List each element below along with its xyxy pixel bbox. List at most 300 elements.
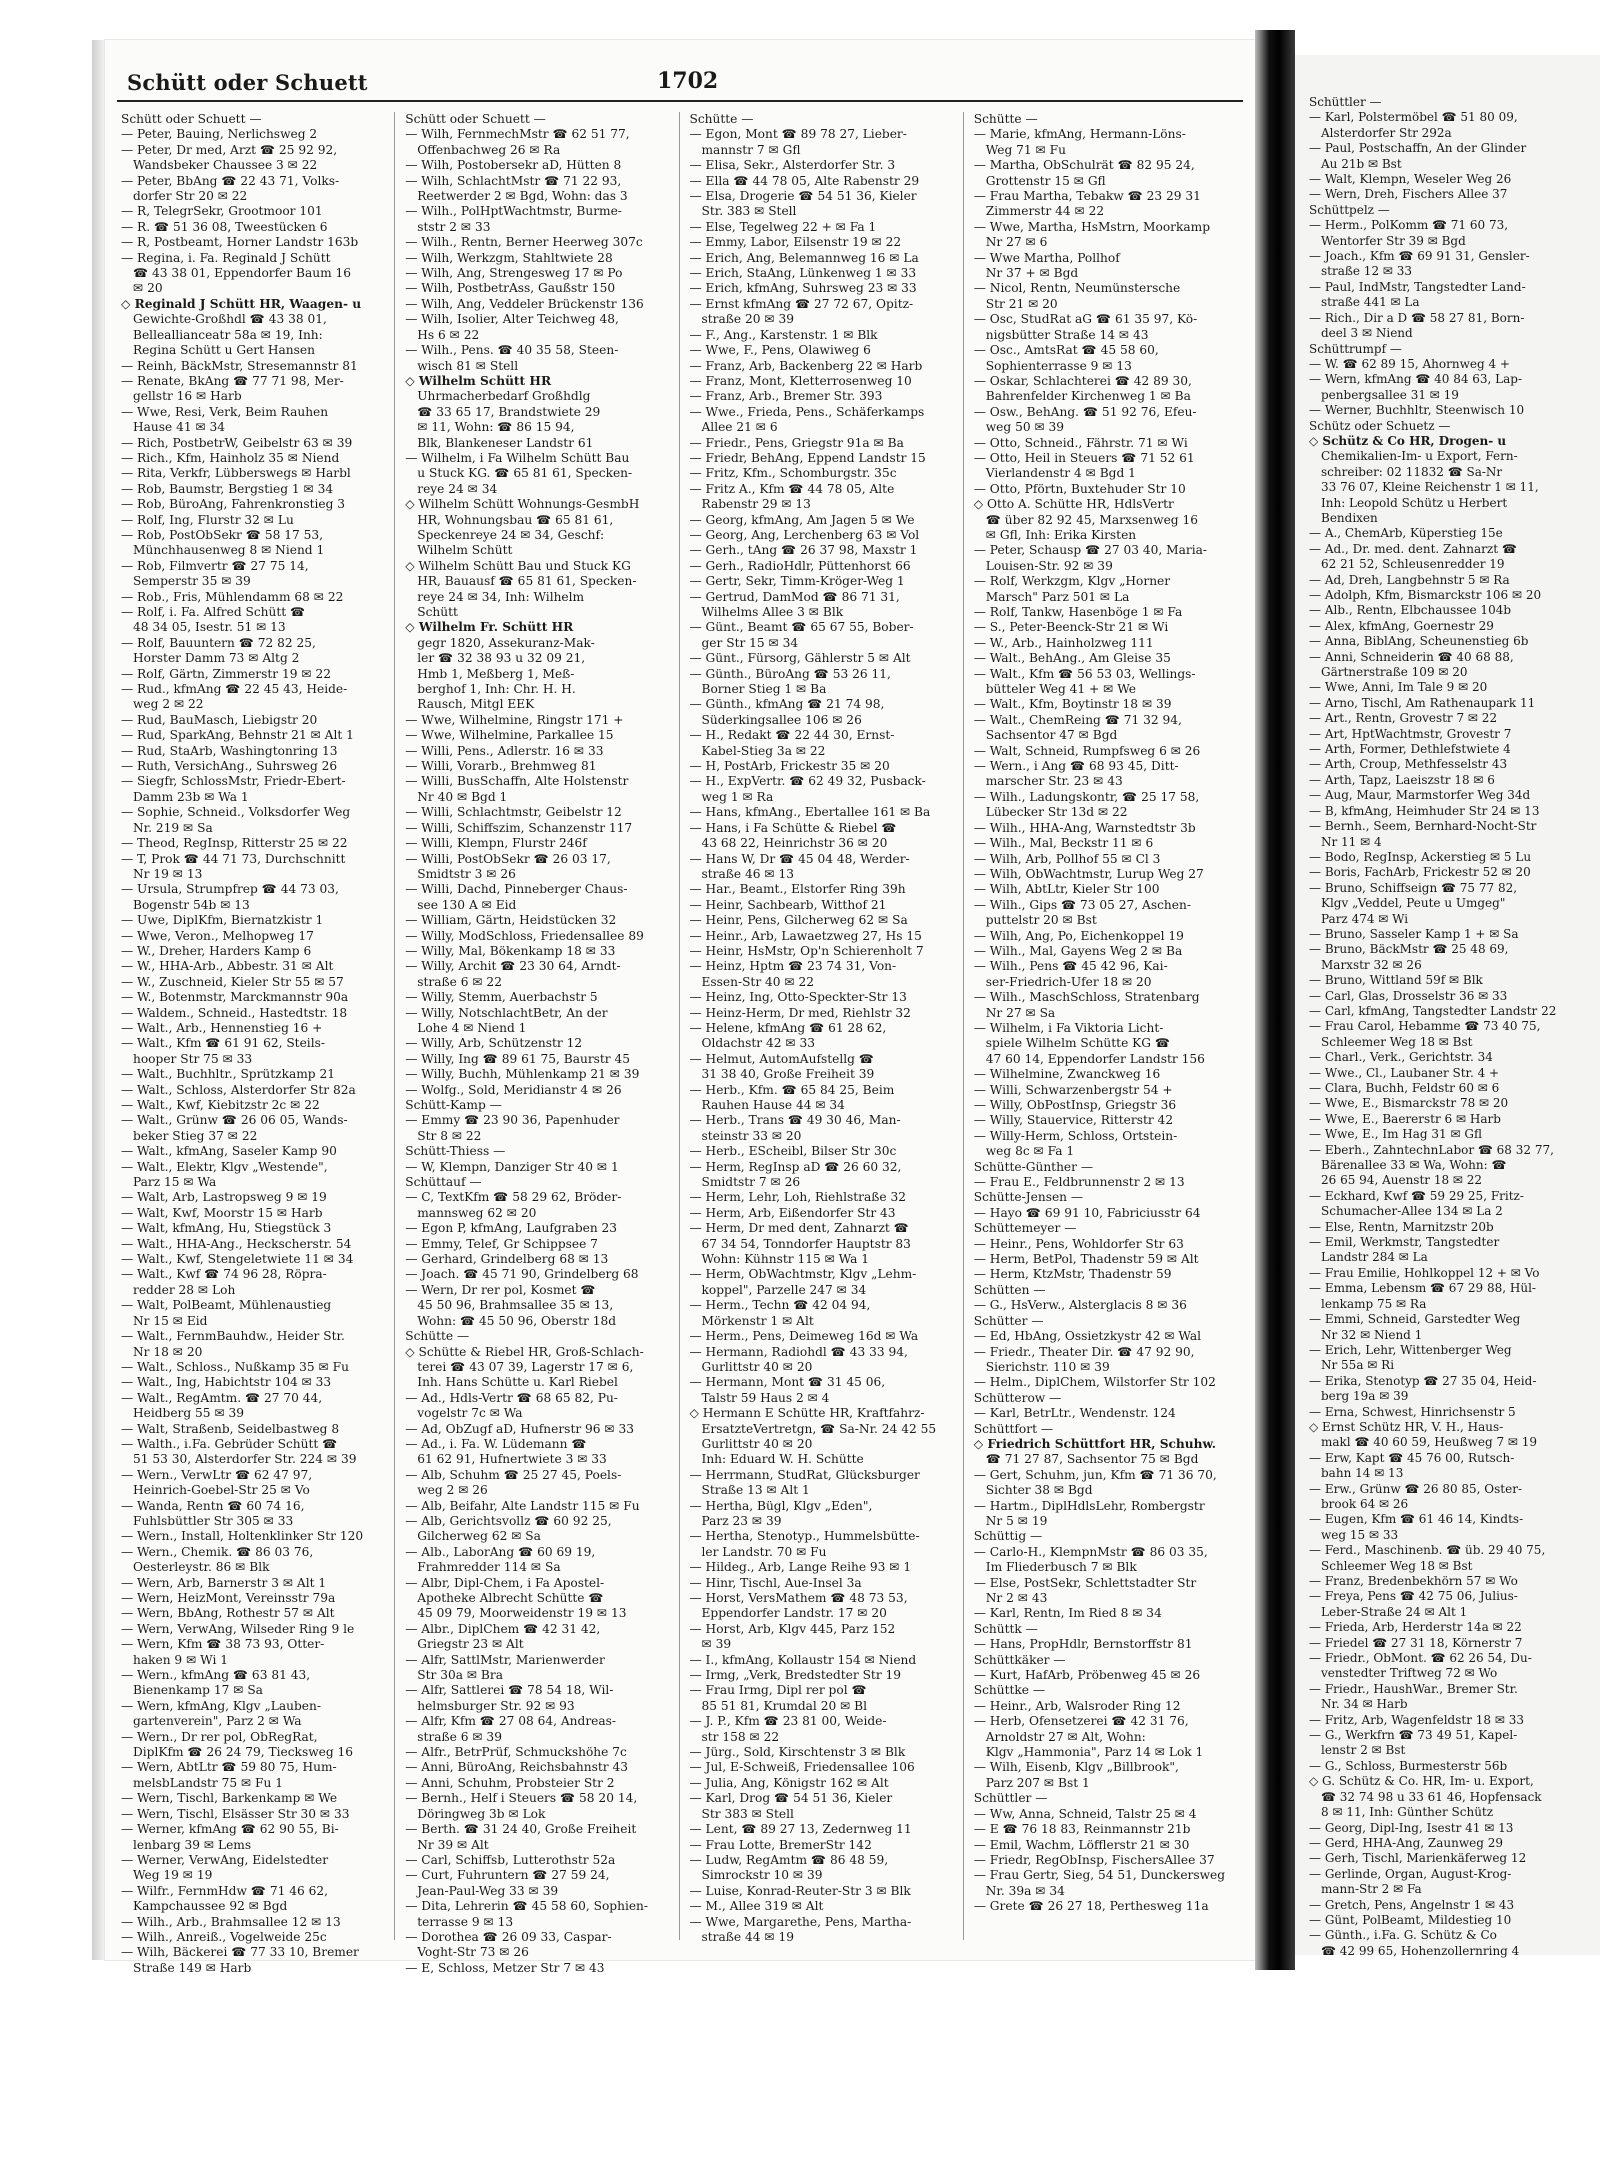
entry-continuation: Parz 23 ✉ 39 — [701, 1513, 782, 1528]
entry-continuation: Damm 23b ✉ Wa 1 — [133, 789, 249, 804]
directory-entry: — Bruno, Wittland 59f ✉ Blk — [1309, 973, 1483, 988]
entry-continuation: straße 12 ✉ 33 — [1321, 264, 1413, 279]
directory-entry: — Peter, Bauing, Nerlichsweg 2 — [121, 127, 318, 142]
entry-continuation: Nr 27 ✉ 6 — [985, 235, 1048, 250]
directory-entry: — Anna, BiblAng, Scheunenstieg 6b — [1309, 634, 1529, 649]
directory-entry: — Walt., BehAng., Am Gleise 35 — [973, 651, 1171, 666]
directory-entry: — Walt., FernmBauhdw., Heider Str. — [121, 1329, 345, 1344]
entry-continuation: Heidberg 55 ✉ 39 — [133, 1406, 245, 1421]
directory-entry: — Ferd., Maschinenb. ☎ üb. 29 40 75, — [1309, 1543, 1546, 1558]
book-gutter — [1255, 30, 1295, 1970]
directory-entry: — Hans, i Fa Schütte & Riebel ☎ — [689, 820, 897, 835]
directory-entry: — Wern, AbtLtr ☎ 59 80 75, Hum- — [121, 1760, 337, 1775]
directory-entry: — Walt, Schneid, Rumpfsweg 6 ✉ 26 — [973, 743, 1201, 758]
directory-entry: — Walt., RegAmtm. ☎ 27 70 44, — [121, 1390, 323, 1405]
directory-entry: — Herm, Dr med dent, Zahnarzt ☎ — [689, 1221, 909, 1236]
directory-entry: Schüttrumpf — — [1309, 341, 1402, 356]
directory-entry: ◇ Friedrich Schüttfort HR, Schuhw. — [973, 1436, 1217, 1451]
directory-entry: — Alfr., BetrPrüf, Schmuckshöhe 7c — [405, 1745, 627, 1760]
directory-entry: — Walt, kfmAng, Hu, Stiegstück 3 — [121, 1221, 332, 1236]
directory-entry: — Freya, Pens ☎ 42 75 06, Julius- — [1309, 1589, 1518, 1604]
directory-entry: — Hermann, Radiohdl ☎ 43 33 94, — [689, 1344, 908, 1359]
entry-continuation: berghof 1, Inh: Chr. H. H. — [417, 682, 576, 697]
entry-continuation: 51 53 30, Alsterdorfer Str. 224 ✉ 39 — [133, 1452, 357, 1467]
directory-entry: — Wolfg., Sold, Meridianstr 4 ✉ 26 — [405, 1082, 622, 1097]
directory-entry: — Siegfr, SchlossMstr, Friedr-Ebert- — [121, 774, 346, 789]
entry-continuation: Oesterleystr. 86 ✉ Blk — [133, 1560, 270, 1575]
directory-entry: — W., Botenmstr, Marckmannstr 90a — [121, 990, 349, 1005]
entry-continuation: Weg 19 ✉ 19 — [133, 1868, 213, 1883]
directory-entry: — Walt., Kwf, Stengeletwiete 11 ✉ 34 — [121, 1252, 354, 1267]
directory-entry: — Walt., Ing, Habichtstr 104 ✉ 33 — [121, 1375, 332, 1390]
entry-continuation: redder 28 ✉ Loh — [133, 1282, 236, 1297]
directory-entry: — G., HsVerw., Alsterglacis 8 ✉ 36 — [973, 1298, 1187, 1313]
directory-entry: — Rud, SparkAng, Behnstr 21 ✉ Alt 1 — [121, 728, 354, 743]
directory-entry: — Willy, Arb, Schützenstr 12 — [405, 1036, 583, 1051]
directory-entry: — Herm, KtzMstr, Thadenstr 59 — [973, 1267, 1172, 1282]
entry-continuation: ser-Friedrich-Ufer 18 ✉ 20 — [985, 974, 1152, 989]
directory-entry: — Friedr., Theater Dir. ☎ 47 92 90, — [973, 1344, 1195, 1359]
entry-continuation: ☎ 33 65 17, Brandstwiete 29 — [417, 404, 601, 419]
directory-entry: — Osw., BehAng. ☎ 51 92 76, Efeu- — [973, 404, 1197, 419]
directory-entry: — Kurt, HafArb, Pröbenweg 45 ✉ 26 — [973, 1668, 1201, 1683]
entry-continuation: Wentorfer Str 39 ✉ Bgd — [1321, 233, 1466, 248]
directory-entry: — Else, Tegelweg 22 + ✉ Fa 1 — [689, 219, 877, 234]
directory-entry: — Alb., Rentn, Elbchaussee 104b — [1309, 603, 1512, 618]
entry-continuation: DiplKfm ☎ 26 24 79, Tiecksweg 16 — [133, 1745, 354, 1760]
entry-continuation: marscher Str. 23 ✉ 43 — [985, 774, 1123, 789]
directory-entry: — Walt., Schloss., Nußkamp 35 ✉ Fu — [121, 1359, 349, 1374]
directory-entry: — Arth, Tapz, Laeiszstr 18 ✉ 6 — [1309, 772, 1495, 787]
directory-entry: — Frau Carol, Hebamme ☎ 73 40 75, — [1309, 1019, 1541, 1034]
directory-entry: — Wilh., Anreiß., Vogelweide 25c — [121, 1929, 327, 1944]
directory-entry: — Wilh, PostbetrAss, Gaußstr 150 — [405, 281, 616, 296]
directory-entry: — W., Dreher, Harders Kamp 6 — [121, 943, 312, 958]
directory-entry: — Art., Rentn, Grovestr 7 ✉ 22 — [1309, 711, 1498, 726]
directory-entry: — Herm., PolKomm ☎ 71 60 73, — [1309, 218, 1509, 233]
directory-entry: — Rich, PostbetrW, Geibelstr 63 ✉ 39 — [121, 435, 353, 450]
directory-entry: — Karl, Polstermöbel ☎ 51 80 09, — [1309, 110, 1518, 125]
directory-entry: — Wern, Dreh, Fischers Allee 37 — [1309, 187, 1508, 202]
entry-continuation: ErsatzteVertretgn, ☎ Sa-Nr. 24 42 55 — [701, 1421, 937, 1436]
directory-entry: — Hertha, Bügl, Klgv „Eden", — [689, 1498, 873, 1513]
directory-entry: — Paul, Postschaffn, An der Glinder — [1309, 141, 1527, 156]
directory-entry: Schüttke — — [973, 1683, 1046, 1698]
entry-continuation: Lohe 4 ✉ Niend 1 — [417, 1020, 527, 1035]
directory-entry: — Wern., i Ang ☎ 68 93 45, Ditt- — [973, 759, 1179, 774]
directory-entry: — Friedr., HaushWar., Bremer Str. — [1309, 1681, 1518, 1696]
directory-entry: — Arth, Former, Dethlefstwiete 4 — [1309, 742, 1511, 757]
directory-entry: — Willy, ModSchloss, Friedensallee 89 — [405, 928, 644, 943]
directory-entry: Schüttauf — — [405, 1175, 482, 1190]
directory-entry: — Rud, BauMasch, Liebigstr 20 — [121, 712, 318, 727]
entry-continuation: ✉ 20 — [133, 281, 163, 296]
directory-entry: — Charl., Verk., Gerichtstr. 34 — [1309, 1050, 1493, 1065]
directory-entry: — Wilhelmine, Zwanckweg 16 — [973, 1067, 1161, 1082]
entry-continuation: Bienenkamp 17 ✉ Sa — [133, 1683, 263, 1698]
entry-continuation: Marsch" Parz 501 ✉ La — [985, 589, 1130, 604]
directory-entry: — Peter, BbAng ☎ 22 43 71, Volks- — [121, 173, 340, 188]
entry-continuation: Bendixen — [1321, 510, 1378, 525]
directory-entry: — Gerh., RadioHdlr, Püttenhorst 66 — [689, 558, 911, 573]
entry-continuation: Sichter 38 ✉ Bgd — [985, 1483, 1093, 1498]
running-head: Schütt oder Schuett — [127, 70, 368, 95]
directory-entry: — Gertrud, DamMod ☎ 86 71 31, — [689, 589, 900, 604]
directory-entry: — Willy-Herm, Schloss, Ortstein- — [973, 1128, 1178, 1143]
entry-continuation: Schleemer Weg 18 ✉ Bst — [1321, 1034, 1473, 1049]
directory-entry: — Rich., Kfm, Hainholz 35 ✉ Niend — [121, 450, 340, 465]
entry-continuation: haken 9 ✉ Wi 1 — [133, 1652, 228, 1667]
directory-entry: — Gerh., tAng ☎ 26 37 98, Maxstr 1 — [689, 543, 918, 558]
directory-entry: — Rich., Dir a D ☎ 58 27 81, Born- — [1309, 310, 1525, 325]
entry-continuation: ger Str 15 ✉ 34 — [701, 635, 799, 650]
directory-entry: — E, Schloss, Metzer Str 7 ✉ 43 — [405, 1960, 605, 1975]
entry-continuation: Str. 383 ✉ Stell — [701, 204, 797, 219]
entry-continuation: Klgv „Veddel, Peute u Umgeg" — [1321, 896, 1506, 911]
directory-entry: — Willy, Ing ☎ 89 61 75, Baurstr 45 — [405, 1051, 631, 1066]
entry-continuation: Arnoldstr 27 ✉ Alt, Wohn: — [985, 1729, 1146, 1744]
directory-entry: — Wanda, Rentn ☎ 60 74 16, — [121, 1498, 305, 1513]
directory-entry: Schüttpelz — — [1309, 202, 1390, 217]
directory-entry: — Wern., Chemik. ☎ 86 03 76, — [121, 1544, 314, 1559]
directory-entry: — Wern, HeizMont, Vereinsstr 79a — [121, 1591, 336, 1605]
entry-continuation: schreiber: 02 11832 ☎ Sa-Nr — [1321, 464, 1503, 479]
directory-entry: — Wern., Dr rer pol, ObRegRat, — [121, 1729, 318, 1744]
directory-entry: — Sophie, Schneid., Volksdorfer Weg — [121, 805, 351, 820]
entry-continuation: Griegstr 23 ✉ Alt — [417, 1637, 524, 1652]
directory-entry: — Wilh, Postobersekr aD, Hütten 8 — [405, 158, 622, 173]
entry-continuation: straße 441 ✉ La — [1321, 295, 1420, 310]
entry-continuation: Simrockstr 10 ✉ 39 — [701, 1868, 823, 1883]
directory-entry: — Lent, ☎ 89 27 13, Zedernweg 11 — [689, 1822, 912, 1837]
directory-entry: — Wilh., Rentn, Berner Heerweg 307c — [405, 235, 643, 250]
directory-entry: — Walt., Kwf ☎ 74 96 28, Röpra- — [121, 1267, 327, 1282]
directory-entry: — Rolf, Ing, Flurstr 32 ✉ Lu — [121, 512, 294, 527]
directory-entry: ◇ Reginald J Schütt HR, Waagen- u — [121, 296, 362, 311]
directory-entry: — Rita, Verkfr, Lübberswegs ✉ Harbl — [121, 466, 351, 481]
directory-entry: — Wilh., MaschSchloss, Stratenbarg — [973, 990, 1200, 1005]
entry-continuation: reye 24 ✉ 34, Inh: Wilhelm — [417, 589, 585, 604]
directory-entry: — Ruth, VersichAng., Suhrsweg 26 — [121, 759, 338, 774]
directory-entry: — Wilh, Bäckerei ☎ 77 33 10, Bremer — [121, 1945, 359, 1960]
entry-continuation: 62 21 52, Schleusenredder 19 — [1321, 557, 1505, 572]
directory-entry: — Rolf, i. Fa. Alfred Schütt ☎ — [121, 605, 306, 619]
directory-entry: — Willi, Schwarzenbergstr 54 + — [973, 1082, 1173, 1097]
directory-entry: — Art, HptWachtmstr, Grovestr 7 — [1309, 726, 1512, 741]
directory-entry: — Willi, Schiffszim, Schanzenstr 117 — [405, 820, 633, 835]
entry-continuation: Uhrmacherbedarf Großhdlg — [417, 389, 591, 404]
entry-continuation: Nr 2 ✉ 43 — [985, 1591, 1048, 1605]
entry-continuation: Im Fliederbusch 7 ✉ Blk — [985, 1560, 1137, 1575]
directory-entry: — Hildeg., Arb, Lange Reihe 93 ✉ 1 — [689, 1560, 912, 1575]
entry-continuation: HR, Bauausf ☎ 65 81 61, Specken- — [417, 574, 637, 589]
directory-entry: — W. ☎ 62 89 15, Ahornweg 4 + — [1309, 356, 1510, 371]
entry-continuation: dorfer Str 20 ✉ 22 — [133, 189, 248, 204]
directory-entry: — Herb., EScheibl, Bilser Str 30c — [689, 1144, 897, 1159]
directory-entry: — Oskar, Schlachterei ☎ 42 89 30, — [973, 373, 1192, 388]
directory-entry: — Alfr, SattlMstr, Marienwerder — [405, 1652, 605, 1667]
page-header — [117, 62, 1243, 102]
entry-continuation: ler ☎ 32 38 93 u 32 09 21, — [417, 651, 586, 666]
directory-entry: — Carl, Glas, Drosselstr 36 ✉ 33 — [1309, 988, 1508, 1003]
directory-entry: — Bodo, RegInsp, Ackerstieg ✉ 5 Lu — [1309, 849, 1532, 864]
directory-entry: — Erich, Ang, Belemannweg 16 ✉ La — [689, 250, 919, 265]
entry-continuation: helmsburger Str. 92 ✉ 93 — [417, 1698, 575, 1713]
directory-entry: — Wern, Tischl, Barkenkamp ✉ We — [121, 1791, 338, 1806]
entry-continuation: Parz 15 ✉ Wa — [133, 1175, 217, 1190]
entry-continuation: Chemikalien-Im- u Export, Fern- — [1321, 449, 1518, 464]
column-2 — [401, 112, 679, 1975]
entry-continuation: Au 21b ✉ Bst — [1321, 156, 1402, 171]
directory-entry: — Erika, Stenotyp ☎ 27 35 04, Heid- — [1309, 1373, 1537, 1388]
entry-continuation: Schütt — [417, 605, 458, 619]
directory-entry: — Ernst kfmAng ☎ 27 72 67, Opitz- — [689, 296, 914, 311]
directory-entry: — Erna, Schwest, Hinrichsenstr 5 — [1309, 1404, 1516, 1419]
directory-entry: — Wwe, Resi, Verk, Beim Rauhen — [121, 404, 329, 419]
directory-entry: — Walt, Kwf, Moorstr 15 ✉ Harb — [121, 1205, 323, 1220]
entry-continuation: 67 34 54, Tonndorfer Hauptstr 83 — [701, 1236, 911, 1251]
directory-entry: — Wilh, Ang, Po, Eichenkoppel 19 — [973, 928, 1184, 943]
directory-entry: — Jürg., Sold, Kirschtenstr 3 ✉ Blk — [689, 1745, 906, 1760]
entry-continuation: Landstr 284 ✉ La — [1321, 1250, 1428, 1265]
directory-entry: — Herm, ObWachtmstr, Klgv „Lehm- — [689, 1267, 917, 1282]
directory-entry: — Joach., Kfm ☎ 69 91 31, Gensler- — [1309, 249, 1530, 264]
directory-entry: — Werner, kfmAng ☎ 62 90 55, Bi- — [121, 1822, 339, 1837]
entry-continuation: 26 65 94, Auenstr 18 ✉ 22 — [1321, 1173, 1483, 1188]
entry-continuation: gegr 1820, Assekuranz-Mak- — [417, 635, 595, 650]
directory-entry: — Emmy, Labor, Eilsenstr 19 ✉ 22 — [689, 235, 902, 250]
directory-entry: — Franz, Arb., Bremer Str. 393 — [689, 389, 883, 404]
entry-continuation: Rausch, Mitgl EEK — [417, 697, 535, 712]
directory-entry: — Anni, Schneiderin ☎ 40 68 88, — [1309, 649, 1514, 664]
entry-continuation: Inh: Leopold Schütz u Herbert — [1321, 495, 1508, 510]
directory-entry: — Bruno, Schiffseign ☎ 75 77 82, — [1309, 880, 1518, 895]
directory-entry: ◇ Wilhelm Schütt Bau und Stuck KG — [405, 558, 631, 573]
directory-entry: — Aug, Maur, Marmstorfer Weg 34d — [1309, 788, 1531, 803]
directory-entry: — Rob, Baumstr, Bergstieg 1 ✉ 34 — [121, 481, 334, 496]
directory-entry: — Clara, Buchh, Feldstr 60 ✉ 6 — [1309, 1081, 1500, 1095]
directory-entry: — Friedr., Pens, Griegstr 91a ✉ Ba — [689, 435, 904, 450]
directory-entry: — G., Schloss, Burmesterstr 56b — [1309, 1758, 1508, 1773]
directory-entry: — Irmg, „Verk, Bredstedter Str 19 — [689, 1668, 902, 1683]
directory-entry: — Rob., Fris, Mühlendamm 68 ✉ 22 — [121, 589, 344, 604]
directory-entry: — Regina, i. Fa. Reginald J Schütt — [121, 250, 331, 265]
entry-continuation: Fuhlsbüttler Str 305 ✉ 33 — [133, 1513, 294, 1528]
directory-entry: — Herm., Techn ☎ 42 04 94, — [689, 1298, 871, 1313]
directory-entry: Schütte — — [405, 1329, 470, 1344]
entry-continuation: Gärtnerstraße 109 ✉ 20 — [1321, 665, 1468, 680]
page-edge-shadow — [92, 40, 106, 1960]
directory-entry: — Wwe, Wilhelmine, Parkallee 15 — [405, 728, 614, 743]
entry-continuation: 31 38 40, Große Freiheit 39 — [701, 1067, 875, 1082]
entry-continuation: mannsweg 62 ✉ 20 — [417, 1205, 537, 1220]
directory-entry: ◇ Hermann E Schütte HR, Kraftfahrz- — [689, 1406, 925, 1421]
directory-entry: — Wern, BbAng, Rothestr 57 ✉ Alt — [121, 1606, 335, 1621]
entry-continuation: berg 19a ✉ 39 — [1321, 1389, 1409, 1404]
entry-continuation: ✉ 11, Wohn: ☎ 86 15 94, — [417, 420, 575, 435]
directory-entry: — Wern., VerwLtr ☎ 62 47 97, — [121, 1467, 313, 1482]
directory-entry: — Hans, PropHdlr, Bernstorffstr 81 — [973, 1637, 1193, 1652]
directory-entry: — Rob, BüroAng, Fahrenkronstieg 3 — [121, 497, 346, 512]
directory-entry: — W., Zuschneid, Kieler Str 55 ✉ 57 — [121, 974, 344, 989]
entry-continuation: straße 6 ✉ 22 — [417, 974, 502, 989]
directory-entry: — Friedr., ObMont. ☎ 62 26 54, Du- — [1309, 1651, 1532, 1666]
entry-continuation: Parz 474 ✉ Wi — [1321, 911, 1409, 926]
directory-entry: — Nicol, Rentn, Neumünstersche — [973, 281, 1181, 296]
entry-continuation: Reetwerder 2 ✉ Bgd, Wohn: das 3 — [417, 189, 628, 204]
directory-entry: — Luise, Konrad-Reuter-Str 3 ✉ Blk — [689, 1883, 911, 1898]
directory-entry: — Ad., Dr. med. dent. Zahnarzt ☎ — [1309, 541, 1517, 556]
directory-entry: — Alb, Schuhm ☎ 25 27 45, Poels- — [405, 1467, 622, 1482]
entry-continuation: Gilcherweg 62 ✉ Sa — [417, 1529, 541, 1544]
entry-continuation: Borner Stieg 1 ✉ Ba — [701, 682, 827, 697]
directory-entry: — J. P., Kfm ☎ 23 81 00, Weide- — [689, 1714, 887, 1729]
entry-continuation: Nr 15 ✉ Eid — [133, 1313, 208, 1328]
directory-page — [105, 40, 1255, 1975]
entry-continuation: Regina Schütt u Gert Hansen — [133, 343, 315, 358]
entry-continuation: Str 383 ✉ Stell — [701, 1806, 794, 1821]
directory-entry: — Wilh, Arb, Pollhof 55 ✉ Cl 3 — [973, 851, 1161, 866]
directory-entry: — Wern, Dr rer pol, Kosmet ☎ — [405, 1282, 596, 1297]
directory-entry: — Willi, Dachd, Pinneberger Chaus- — [405, 882, 628, 897]
directory-entry: — Wern, Kfm ☎ 38 73 93, Otter- — [121, 1637, 325, 1652]
entry-continuation: Bahrenfelder Kirchenweg 1 ✉ Ba — [985, 389, 1191, 404]
entry-continuation: Lübecker Str 13d ✉ 22 — [985, 805, 1128, 820]
entry-continuation: Inh. Hans Schütte u. Karl Riebel — [417, 1375, 618, 1390]
entry-continuation: str 158 ✉ 22 — [701, 1729, 780, 1744]
directory-entry: — Georg, kfmAng, Am Jagen 5 ✉ We — [689, 512, 915, 527]
directory-entry: — Gerhard, Grindelberg 68 ✉ 13 — [405, 1252, 609, 1267]
directory-entry: — Ww, Anna, Schneid, Talstr 25 ✉ 4 — [973, 1806, 1197, 1821]
directory-entry: — T, Prok ☎ 44 71 73, Durchschnitt — [121, 851, 346, 866]
directory-entry: — Herm, Lehr, Loh, Riehlstraße 32 — [689, 1190, 906, 1205]
directory-entry: — Heinr, Sachbearb, Witthof 21 — [689, 897, 887, 912]
entry-continuation: terei ☎ 43 07 39, Lagerstr 17 ✉ 6, — [417, 1359, 634, 1374]
entry-continuation: Rauhen Hause 44 ✉ 34 — [701, 1098, 845, 1112]
directory-entry: — Gertr, Sekr, Timm-Kröger-Weg 1 — [689, 574, 905, 589]
directory-entry: — Wilh., Pens. ☎ 40 35 58, Steen- — [405, 343, 619, 358]
directory-entry: — Willi, PostObSekr ☎ 26 03 17, — [405, 851, 611, 866]
directory-entry: — Ad, Dreh, Langbehnstr 5 ✉ Ra — [1309, 572, 1510, 587]
directory-entry: — Martha, ObSchulrät ☎ 82 95 24, — [973, 158, 1195, 173]
entry-continuation: Sachsentor 47 ✉ Bgd — [985, 728, 1118, 743]
directory-entry: Schütt oder Schuett — — [405, 112, 546, 126]
directory-entry: — Anni, BüroAng, Reichsbahnstr 43 — [405, 1760, 628, 1775]
directory-entry: — Wwe, Martha, HsMstrn, Moorkamp — [973, 219, 1210, 234]
entry-continuation: deel 3 ✉ Niend — [1321, 326, 1413, 341]
column-3 — [686, 112, 964, 1944]
directory-entry: ◇ Schütte & Riebel HR, Groß-Schlach- — [405, 1344, 644, 1359]
directory-entry: — Walt., Grünw ☎ 26 06 05, Wands- — [121, 1113, 348, 1128]
directory-entry: ◇ Schütz & Co HR, Drogen- u — [1309, 433, 1507, 448]
entry-continuation: Rabenstr 29 ✉ 13 — [701, 497, 811, 512]
directory-entry: — Wern, Tischl, Elsässer Str 30 ✉ 33 — [121, 1806, 350, 1821]
directory-entry: — Günth., BüroAng ☎ 53 26 11, — [689, 666, 891, 681]
directory-entry: — Hayo ☎ 69 91 10, Fabriciusstr 64 — [973, 1205, 1201, 1220]
directory-entry: — Wilh., Ladungskontr, ☎ 25 17 58, — [973, 789, 1200, 804]
entry-continuation: Str 30a ✉ Bra — [417, 1668, 503, 1683]
directory-entry: — Willi, Vorarb., Brehmweg 81 — [405, 759, 597, 774]
directory-entry: — Wwe, Anni, Im Tale 9 ✉ 20 — [1309, 680, 1488, 695]
directory-entry: — Heinr., Pens, Wohldorfer Str 63 — [973, 1236, 1184, 1251]
directory-entry: — Har., Beamt., Elstorfer Ring 39h — [689, 882, 906, 897]
directory-entry: — I., kfmAng, Kollaustr 154 ✉ Niend — [689, 1652, 917, 1667]
entry-continuation: Nr 55a ✉ Ri — [1321, 1358, 1395, 1373]
entry-continuation: gartenverein", Parz 2 ✉ Wa — [133, 1714, 302, 1729]
directory-entry: — Willy, Stemm, Auerbachstr 5 — [405, 990, 598, 1005]
directory-entry: — Albr., DiplChem ☎ 42 31 42, — [405, 1621, 601, 1636]
directory-entry: — Herb, Ofensetzerei ☎ 42 31 76, — [973, 1714, 1189, 1729]
directory-columns — [117, 112, 1247, 1975]
directory-entry: Schüttkäker — — [973, 1652, 1066, 1667]
directory-entry: — Eberh., ZahntechnLabor ☎ 68 32 77, — [1309, 1142, 1554, 1157]
entry-continuation: Nr 27 ✉ Sa — [985, 1005, 1056, 1020]
entry-continuation: Blk, Blankeneser Landstr 61 — [417, 435, 594, 450]
directory-entry: — Grete ☎ 26 27 18, Perthesweg 11a — [973, 1899, 1209, 1914]
entry-continuation: straße 6 ✉ 39 — [417, 1729, 502, 1744]
directory-entry: — Heinr, Pens, Gilcherweg 62 ✉ Sa — [689, 913, 908, 928]
entry-continuation: Wohn: Kühnstr 115 ✉ Wa 1 — [701, 1252, 870, 1267]
directory-entry: — Wilh., Gips ☎ 73 05 27, Aschen- — [973, 897, 1191, 912]
directory-entry: — Curt, Fuhruntern ☎ 27 59 24, — [405, 1868, 610, 1883]
entry-continuation: gellstr 16 ✉ Harb — [133, 389, 242, 404]
directory-entry: Schüttk — — [973, 1621, 1038, 1636]
directory-entry: — Karl, Drog ☎ 54 51 36, Kieler — [689, 1791, 893, 1806]
directory-entry: — B, kfmAng, Heimhuder Str 24 ✉ 13 — [1309, 803, 1540, 818]
directory-entry: Schüttfort — — [973, 1421, 1054, 1436]
entry-continuation: weg 8c ✉ Fa 1 — [985, 1144, 1075, 1159]
entry-continuation: mannstr 7 ✉ Gfl — [701, 142, 801, 157]
entry-continuation: 45 50 96, Brahmsallee 35 ✉ 13, — [417, 1298, 614, 1313]
entry-continuation: bahn 14 ✉ 13 — [1321, 1466, 1404, 1481]
entry-continuation: Voght-Str 73 ✉ 26 — [417, 1945, 529, 1960]
directory-entry: — Hermann, Mont ☎ 31 45 06, — [689, 1375, 886, 1390]
directory-entry: — Gert, Schuhm, jun, Kfm ☎ 71 36 70, — [973, 1467, 1217, 1482]
directory-entry: — Frau Martha, Tebakw ☎ 23 29 31 — [973, 189, 1201, 204]
entry-continuation: Eppendorfer Landstr. 17 ✉ 20 — [701, 1606, 887, 1621]
directory-entry: — Wwe, E., Bismarckstr 78 ✉ 20 — [1309, 1096, 1509, 1111]
entry-continuation: Nr. 39a ✉ 34 — [985, 1883, 1065, 1898]
directory-entry: — Wilh, Eisenb, Klgv „Billbrook", — [973, 1760, 1179, 1775]
directory-entry: — A., ChemArb, Küperstieg 15e — [1309, 526, 1503, 541]
directory-entry: — Wilhelm, i Fa Wilhelm Schütt Bau — [405, 450, 630, 465]
entry-continuation: Heinrich-Goebel-Str 25 ✉ Vo — [133, 1483, 310, 1498]
entry-continuation: Wandsbeker Chaussee 3 ✉ 22 — [133, 158, 318, 173]
directory-entry: — Willi, BusSchaffn, Alte Holstenstr — [405, 774, 629, 789]
entry-continuation: weg 2 ✉ 26 — [417, 1483, 488, 1498]
entry-continuation: Klgv „Hammonia", Parz 14 ✉ Lok 1 — [985, 1745, 1204, 1760]
entry-continuation: Talstr 59 Haus 2 ✉ 4 — [701, 1390, 830, 1405]
entry-continuation: Döringweg 3b ✉ Lok — [417, 1806, 546, 1821]
directory-entry: — Jul, E-Schweiß, Friedensallee 106 — [689, 1760, 915, 1775]
entry-continuation: Parz 207 ✉ Bst 1 — [985, 1775, 1090, 1790]
directory-entry: — Franz, Arb, Backenberg 22 ✉ Harb — [689, 358, 923, 373]
directory-entry: — Hertha, Stenotyp., Hummelsbütte- — [689, 1529, 920, 1544]
directory-entry: — Wilh., HHA-Ang, Warnstedtstr 3b — [973, 820, 1196, 835]
directory-entry: — Alb, Beifahr, Alte Landstr 115 ✉ Fu — [405, 1498, 640, 1513]
directory-entry: — Bruno, BäckMstr ☎ 25 48 69, — [1309, 942, 1509, 957]
directory-entry: — W., HHA-Arb., Abbestr. 31 ✉ Alt — [121, 959, 334, 974]
directory-entry: — Helm., DiplChem, Wilstorfer Str 102 — [973, 1375, 1216, 1390]
directory-entry: — Ad, ObZugf aD, Hufnerstr 96 ✉ 33 — [405, 1421, 635, 1436]
directory-entry: — Karl, BetrLtr., Wendenstr. 124 — [973, 1406, 1176, 1421]
directory-entry: — Rolf, Gärtn, Zimmerstr 19 ✉ 22 — [121, 666, 331, 681]
directory-entry: — Rob, PostObSekr ☎ 58 17 53, — [121, 527, 323, 542]
entry-continuation: Sierichstr. 110 ✉ 39 — [985, 1359, 1110, 1374]
directory-entry: — Egon, Mont ☎ 89 78 27, Lieber- — [689, 127, 907, 142]
entry-continuation: hooper Str 75 ✉ 33 — [133, 1051, 253, 1066]
entry-continuation: puttelstr 20 ✉ Bst — [985, 913, 1097, 928]
